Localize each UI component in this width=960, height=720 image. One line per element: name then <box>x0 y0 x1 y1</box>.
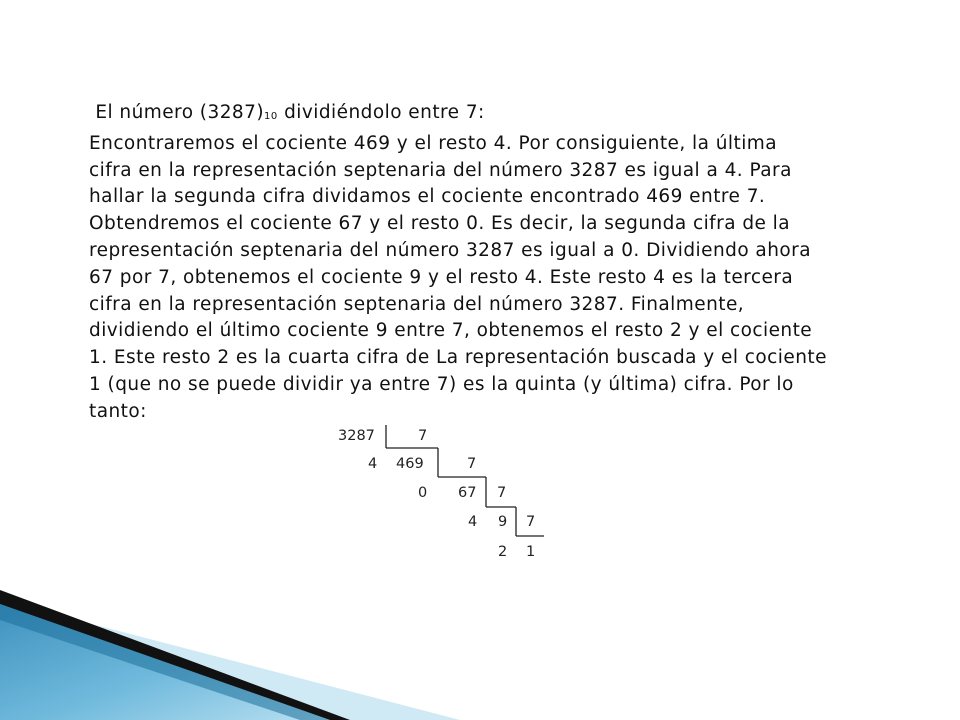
text-line: cifra en la representación septenaria del número 3287 es igual a 4. Para <box>89 159 792 181</box>
text-line: representación septenaria del número 3287 es igual a 0. Dividiendo ahora <box>89 239 812 261</box>
base-subscript: 10 <box>264 111 278 122</box>
intro-line <box>89 100 889 131</box>
text-line: dividiendo el último cociente 9 entre 7, obtenemos el resto 2 y el cociente <box>89 320 813 342</box>
text-line: Obtendremos el cociente 67 y el resto 0. Es decir, la segunda cifra de la <box>89 213 791 235</box>
text-line: tanto: <box>89 400 147 422</box>
corner-decoration <box>0 560 480 720</box>
text-line: 1 (que no se puede dividir ya entre 7) es la quinta (y última) cifra. Por lo <box>89 373 794 395</box>
text-line: 1. Este resto 2 es la cuarta cifra de La representación buscada y el cociente <box>89 347 827 369</box>
remainder-1: 4 <box>368 456 378 472</box>
intro-before: El número (3287) <box>95 102 265 123</box>
divisor-2: 7 <box>467 456 477 472</box>
text-line: cifra en la representación septenaria del número 3287. Finalmente, <box>89 293 745 315</box>
divisor-3: 7 <box>497 485 507 501</box>
text-line: hallar la segunda cifra dividamos el cociente encontrado 469 entre 7. <box>89 186 766 208</box>
quotient-2: 67 <box>458 485 477 501</box>
quotient-4: 1 <box>526 544 536 560</box>
explanation-text <box>89 100 889 426</box>
quotient-3: 9 <box>498 514 508 530</box>
division-diagram <box>330 420 560 570</box>
text-line: 67 por 7, obtenemos el cociente 9 y el resto 4. Este resto 4 es la tercera <box>89 266 794 288</box>
divisor-4: 7 <box>526 514 536 530</box>
remainder-2: 0 <box>418 485 428 501</box>
quotient-1: 469 <box>396 456 424 472</box>
text-line: Encontraremos el cociente 469 y el resto 4. Por consiguiente, la última <box>89 132 778 154</box>
intro-after: dividiéndolo entre 7: <box>277 102 485 123</box>
divisor-1: 7 <box>418 428 428 444</box>
remainder-3: 4 <box>468 514 478 530</box>
dividend: 3287 <box>338 428 375 444</box>
remainder-4: 2 <box>498 544 508 560</box>
